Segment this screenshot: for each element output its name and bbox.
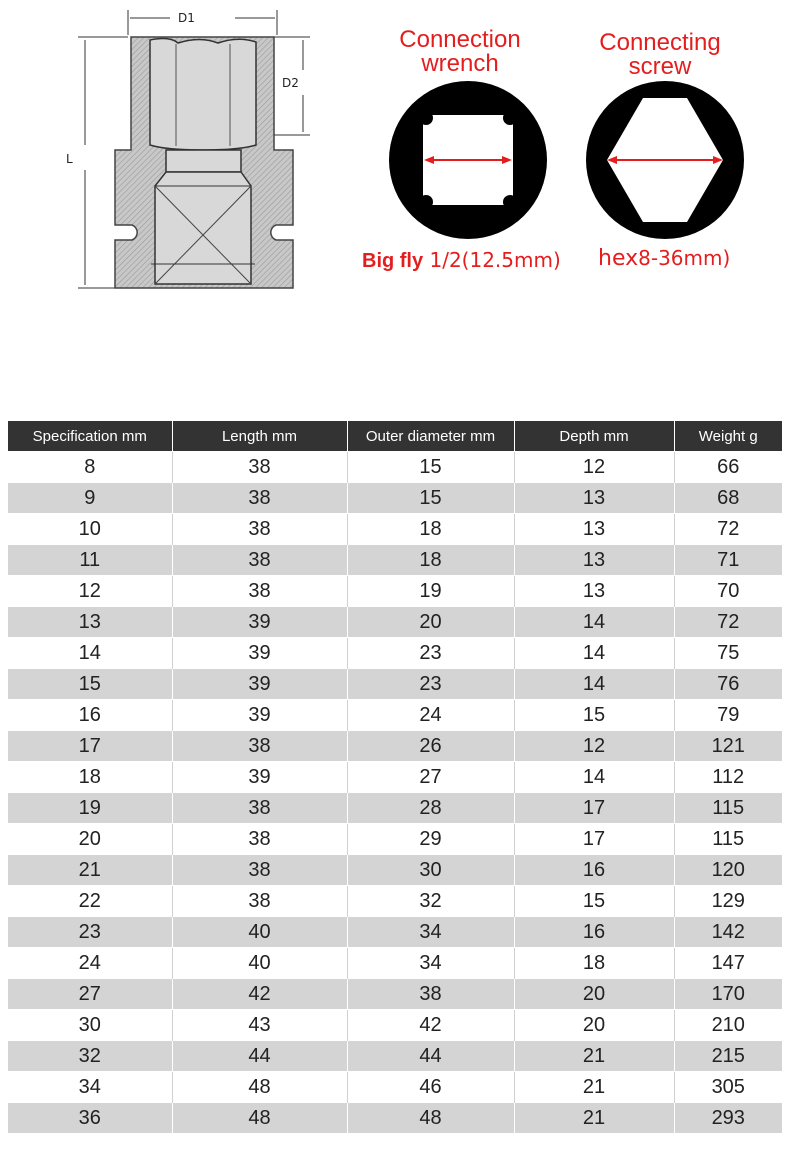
connecting-screw-caption-main: hex (598, 246, 639, 271)
cell-specification: 11 (8, 545, 172, 576)
cell-specification: 19 (8, 793, 172, 824)
cell-length: 40 (172, 948, 347, 979)
cell-outer-diameter: 23 (347, 638, 514, 669)
cell-outer-diameter: 30 (347, 855, 514, 886)
table-row (8, 886, 782, 917)
cell-depth: 12 (514, 731, 674, 762)
cell-specification: 16 (8, 700, 172, 731)
square-drive-icon (388, 80, 548, 240)
table-row (8, 855, 782, 886)
table-row (8, 824, 782, 855)
header-weight: Weight g (674, 421, 782, 452)
cell-specification: 14 (8, 638, 172, 669)
cell-length: 39 (172, 669, 347, 700)
cell-length: 38 (172, 824, 347, 855)
cell-depth: 13 (514, 545, 674, 576)
cell-weight: 170 (674, 979, 782, 1010)
cell-depth: 13 (514, 483, 674, 514)
cell-outer-diameter: 29 (347, 824, 514, 855)
cell-specification: 15 (8, 669, 172, 700)
cell-specification: 23 (8, 917, 172, 948)
cell-specification: 24 (8, 948, 172, 979)
cell-length: 48 (172, 1103, 347, 1134)
cell-outer-diameter: 32 (347, 886, 514, 917)
header-depth: Depth mm (514, 421, 674, 452)
connection-wrench-caption-bold: Big fly (362, 250, 424, 272)
header-specification: Specification mm (8, 421, 172, 452)
cell-outer-diameter: 42 (347, 1010, 514, 1041)
cell-length: 38 (172, 545, 347, 576)
cell-weight: 215 (674, 1041, 782, 1072)
table-row (8, 545, 782, 576)
table-row (8, 483, 782, 514)
table-row (8, 1072, 782, 1103)
cell-depth: 14 (514, 607, 674, 638)
cell-weight: 70 (674, 576, 782, 607)
cell-outer-diameter: 34 (347, 948, 514, 979)
table-row (8, 700, 782, 731)
cell-length: 38 (172, 514, 347, 545)
cell-length: 43 (172, 1010, 347, 1041)
header-length: Length mm (172, 421, 347, 452)
table-header-row (8, 421, 782, 452)
cell-length: 42 (172, 979, 347, 1010)
connecting-screw-caption-size: 8-36mm) (638, 246, 731, 270)
cell-length: 44 (172, 1041, 347, 1072)
cell-outer-diameter: 18 (347, 514, 514, 545)
cell-weight: 120 (674, 855, 782, 886)
cell-specification: 30 (8, 1010, 172, 1041)
cell-outer-diameter: 44 (347, 1041, 514, 1072)
table-row (8, 607, 782, 638)
cell-weight: 147 (674, 948, 782, 979)
cell-depth: 21 (514, 1041, 674, 1072)
cell-specification: 13 (8, 607, 172, 638)
table-row (8, 669, 782, 700)
cell-specification: 18 (8, 762, 172, 793)
cell-outer-diameter: 28 (347, 793, 514, 824)
cell-weight: 121 (674, 731, 782, 762)
cell-outer-diameter: 15 (347, 483, 514, 514)
dimension-label-d2: D2 (282, 76, 299, 90)
cell-weight: 72 (674, 514, 782, 545)
cell-length: 39 (172, 638, 347, 669)
cell-outer-diameter: 20 (347, 607, 514, 638)
cell-outer-diameter: 15 (347, 452, 514, 483)
cell-depth: 12 (514, 452, 674, 483)
table-row (8, 793, 782, 824)
cell-length: 38 (172, 452, 347, 483)
cell-weight: 79 (674, 700, 782, 731)
table-row (8, 979, 782, 1010)
connection-wrench-title-line2: wrench (421, 50, 499, 77)
hex-socket-icon (585, 80, 745, 240)
table-row (8, 576, 782, 607)
cell-specification: 10 (8, 514, 172, 545)
table-row (8, 731, 782, 762)
cell-weight: 76 (674, 669, 782, 700)
cell-depth: 20 (514, 1010, 674, 1041)
cell-depth: 17 (514, 793, 674, 824)
cell-weight: 115 (674, 793, 782, 824)
connection-wrench-title (380, 28, 540, 76)
cell-specification: 8 (8, 452, 172, 483)
cell-weight: 75 (674, 638, 782, 669)
cell-length: 48 (172, 1072, 347, 1103)
connecting-screw-title-line1: Connecting (599, 29, 721, 56)
cell-depth: 16 (514, 917, 674, 948)
cell-outer-diameter: 24 (347, 700, 514, 731)
cell-specification: 32 (8, 1041, 172, 1072)
cell-weight: 142 (674, 917, 782, 948)
table-row (8, 452, 782, 483)
cell-depth: 21 (514, 1103, 674, 1134)
table-row (8, 1103, 782, 1134)
cell-weight: 293 (674, 1103, 782, 1134)
cell-outer-diameter: 26 (347, 731, 514, 762)
cell-length: 39 (172, 607, 347, 638)
connecting-screw-caption (598, 246, 730, 271)
table-row (8, 638, 782, 669)
cell-length: 38 (172, 855, 347, 886)
cell-weight: 115 (674, 824, 782, 855)
cell-outer-diameter: 38 (347, 979, 514, 1010)
cell-specification: 21 (8, 855, 172, 886)
cell-weight: 72 (674, 607, 782, 638)
cell-length: 39 (172, 762, 347, 793)
cell-depth: 13 (514, 576, 674, 607)
cell-weight: 305 (674, 1072, 782, 1103)
cell-depth: 16 (514, 855, 674, 886)
cell-length: 38 (172, 576, 347, 607)
cell-specification: 12 (8, 576, 172, 607)
table-row (8, 917, 782, 948)
cell-length: 38 (172, 886, 347, 917)
cell-weight: 68 (674, 483, 782, 514)
connecting-screw-title (580, 31, 740, 79)
cell-outer-diameter: 46 (347, 1072, 514, 1103)
cell-outer-diameter: 23 (347, 669, 514, 700)
cell-length: 38 (172, 793, 347, 824)
cell-outer-diameter: 18 (347, 545, 514, 576)
cell-weight: 112 (674, 762, 782, 793)
connecting-screw-title-line2: screw (628, 53, 692, 80)
cell-depth: 18 (514, 948, 674, 979)
cell-depth: 15 (514, 886, 674, 917)
table-row (8, 948, 782, 979)
cell-weight: 129 (674, 886, 782, 917)
cell-depth: 21 (514, 1072, 674, 1103)
connection-wrench-title-line1: Connection (399, 26, 521, 53)
socket-cross-section-diagram (60, 5, 320, 300)
cell-specification: 36 (8, 1103, 172, 1134)
cell-depth: 14 (514, 762, 674, 793)
specification-table (8, 421, 782, 1133)
cell-depth: 13 (514, 514, 674, 545)
table-body (8, 452, 782, 1134)
cell-length: 38 (172, 483, 347, 514)
table-row (8, 514, 782, 545)
cell-specification: 27 (8, 979, 172, 1010)
cell-length: 40 (172, 917, 347, 948)
cell-specification: 34 (8, 1072, 172, 1103)
cell-outer-diameter: 34 (347, 917, 514, 948)
dimension-label-d1: D1 (178, 11, 195, 25)
cell-specification: 9 (8, 483, 172, 514)
table-row (8, 762, 782, 793)
cell-depth: 14 (514, 638, 674, 669)
cell-specification: 20 (8, 824, 172, 855)
table-row (8, 1041, 782, 1072)
connection-wrench-caption-size: 1/2(12.5mm) (423, 248, 561, 272)
cell-depth: 15 (514, 700, 674, 731)
cell-weight: 66 (674, 452, 782, 483)
cell-outer-diameter: 48 (347, 1103, 514, 1134)
cell-weight: 71 (674, 545, 782, 576)
connection-wrench-caption (362, 248, 561, 273)
header-outer-diameter: Outer diameter mm (347, 421, 514, 452)
cell-depth: 14 (514, 669, 674, 700)
cell-outer-diameter: 27 (347, 762, 514, 793)
cell-length: 39 (172, 700, 347, 731)
cell-depth: 20 (514, 979, 674, 1010)
cell-weight: 210 (674, 1010, 782, 1041)
cell-specification: 22 (8, 886, 172, 917)
cell-depth: 17 (514, 824, 674, 855)
cell-outer-diameter: 19 (347, 576, 514, 607)
cell-specification: 17 (8, 731, 172, 762)
table-row (8, 1010, 782, 1041)
dimension-label-l: L (66, 152, 73, 166)
cell-length: 38 (172, 731, 347, 762)
